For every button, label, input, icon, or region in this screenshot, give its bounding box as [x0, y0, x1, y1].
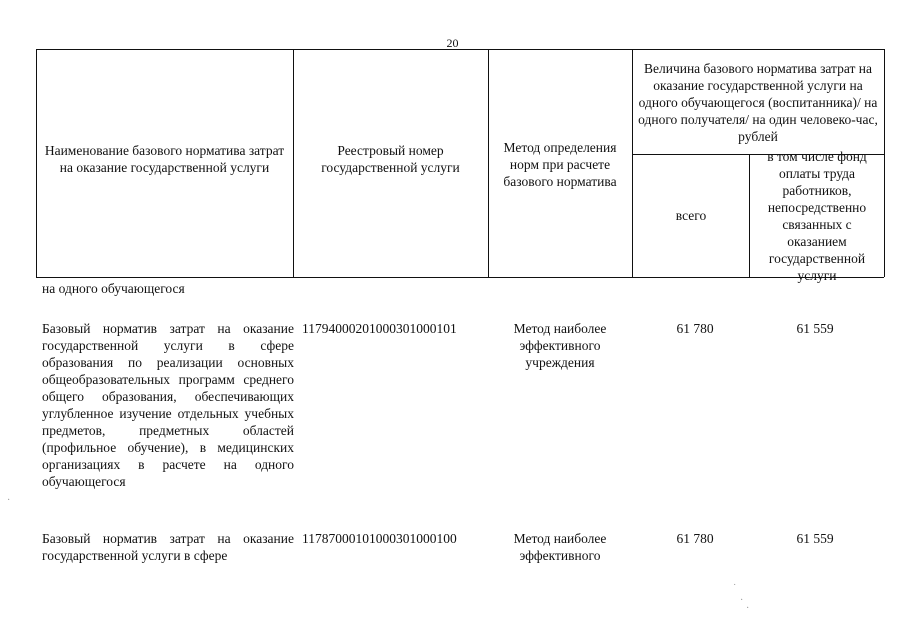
row-2-total: 61 780 — [676, 531, 714, 546]
header-col-name-text: Наименование базового норматива затрат на оказание государственной услуги — [44, 143, 285, 175]
header-col-value-group-text: Величина базового норматива затрат на оказание государственной услуги на одного обучающегося (воспитанника)/ на одного получателя/ на один человеко-час, рублей — [638, 60, 878, 144]
header-col-incl — [752, 148, 882, 283]
header-col-registry-text: Реестровый номер государственной услуги — [321, 143, 460, 175]
row-2-incl: 61 559 — [796, 531, 834, 546]
scan-speck: · — [746, 603, 750, 614]
row-1-registry: 11794000201000301000101 — [302, 321, 457, 336]
row-1-total: 61 780 — [676, 321, 714, 336]
header-border-method-value — [632, 49, 633, 277]
header-col-method — [491, 109, 629, 219]
header-col-total-text: всего — [675, 208, 707, 223]
row-1-method: Метод наиболее эффективного учреждения — [513, 321, 607, 370]
header-top-border — [36, 49, 884, 50]
row-1-incl: 61 559 — [796, 321, 834, 336]
header-border-name-registry — [293, 49, 294, 277]
header-col-registry — [298, 119, 483, 199]
header-border-right — [884, 49, 885, 277]
table-header — [36, 49, 884, 283]
page-number: 20 — [446, 36, 459, 50]
header-border-total-incl — [749, 154, 750, 277]
header-border-left — [36, 49, 37, 277]
row-2-registry: 11787000101000301000100 — [302, 531, 457, 546]
continuation-text: на одного обучающегося — [42, 281, 185, 296]
scan-speck: · — [7, 495, 11, 506]
header-border-registry-method — [488, 49, 489, 277]
header-col-incl-text: в том числе фонд оплаты труда работников, непосредственно связанных с оказанием государственной услуги — [767, 148, 867, 283]
header-col-total — [635, 155, 747, 276]
header-col-method-text: Метод определения норм при расчете базового норматива — [503, 139, 617, 189]
scan-speck: · — [740, 595, 744, 606]
row-2-method: Метод наиболее эффективного — [513, 531, 607, 563]
row-1-name: Базовый норматив затрат на оказание государственной услуги в сфере образования по реализации основных общеобразовательных программ среднего общего образования, обеспечивающих углубленное изучение отдельных учебных предметов, предметных областей (профильное обучение), в медицинских организациях в расчете на одного обучающегося — [42, 321, 294, 489]
scan-speck: ˙ — [733, 583, 737, 594]
header-col-name — [40, 109, 289, 209]
row-2-name: Базовый норматив затрат на оказание государственной услуги в сфере — [42, 531, 294, 563]
header-col-value-group — [635, 51, 881, 153]
